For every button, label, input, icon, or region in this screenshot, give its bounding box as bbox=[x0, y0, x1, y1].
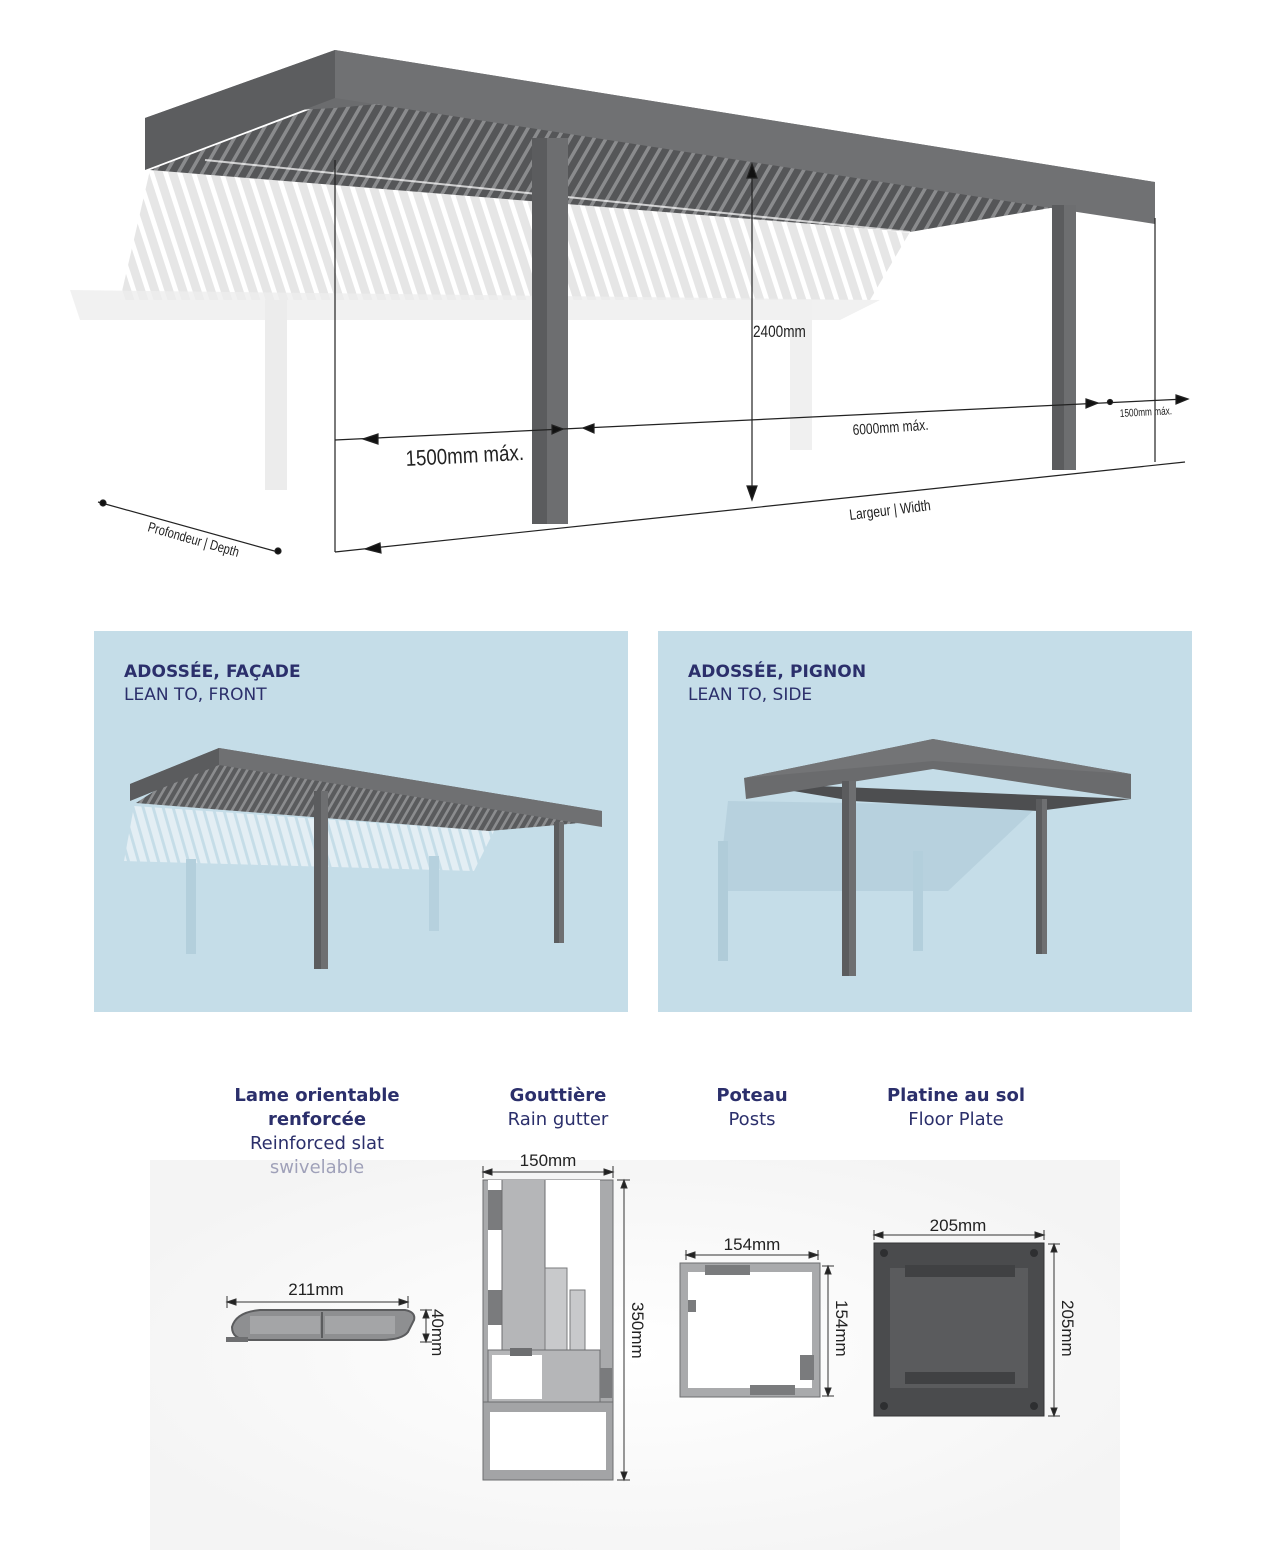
caption-subtitle: Reinforced slat bbox=[249, 1133, 385, 1154]
panel-subtitle: LEAN TO, SIDE bbox=[688, 685, 813, 705]
slat-dim-height: 40mm bbox=[428, 1309, 447, 1357]
panel-subtitle: LEAN TO, FRONT bbox=[124, 685, 267, 705]
post-right bbox=[1052, 205, 1076, 470]
caption-title: Gouttière bbox=[509, 1085, 607, 1106]
post-dim-width: 154mm bbox=[723, 1235, 781, 1254]
dim-depth-label: Profondeur | Depth bbox=[146, 519, 241, 561]
floor-plate-dim-height: 205mm bbox=[1058, 1300, 1077, 1357]
caption-post bbox=[672, 1084, 832, 1132]
post-profile bbox=[680, 1263, 820, 1397]
gutter-dim-width: 150mm bbox=[519, 1151, 577, 1170]
caption-title: Poteau bbox=[716, 1085, 788, 1106]
dim-width-label: Largeur | Width bbox=[848, 496, 932, 524]
caption-title: Platine au sol bbox=[886, 1085, 1026, 1106]
caption-title: renforcée bbox=[267, 1109, 367, 1130]
floor-plate-profile bbox=[874, 1243, 1044, 1416]
dim-height-label: 2400mm bbox=[753, 322, 806, 342]
panel-lean-to-side bbox=[658, 631, 1192, 1012]
slat-dim-width: 211mm bbox=[288, 1280, 344, 1299]
dim-right-overhang-label: 1500mm máx. bbox=[1119, 405, 1173, 421]
dim-left-overhang-label: 1500mm máx. bbox=[405, 441, 525, 472]
slat-profile bbox=[226, 1310, 414, 1342]
floor-plate-dim-width: 205mm bbox=[929, 1216, 987, 1235]
gutter-dim-height: 350mm bbox=[628, 1302, 647, 1359]
post-dim-height: 154mm bbox=[832, 1300, 851, 1357]
caption-subtitle: Posts bbox=[728, 1109, 776, 1130]
caption-title: Lame orientable bbox=[234, 1085, 400, 1106]
panel-lean-to-front bbox=[94, 631, 628, 1012]
caption-gutter bbox=[478, 1084, 638, 1132]
pergola-main-diagram bbox=[0, 0, 1266, 600]
caption-subtitle: Rain gutter bbox=[507, 1109, 609, 1130]
dim-span-label: 6000mm máx. bbox=[852, 416, 930, 439]
gutter-profile bbox=[483, 1180, 613, 1480]
profile-drawings bbox=[0, 1140, 1266, 1552]
caption-floor-plate bbox=[856, 1084, 1056, 1132]
caption-subtitle: Floor Plate bbox=[908, 1109, 1004, 1130]
post-front bbox=[532, 138, 568, 524]
panel-title: ADOSSÉE, PIGNON bbox=[688, 662, 867, 682]
panel-title: ADOSSÉE, FAÇADE bbox=[124, 662, 301, 682]
